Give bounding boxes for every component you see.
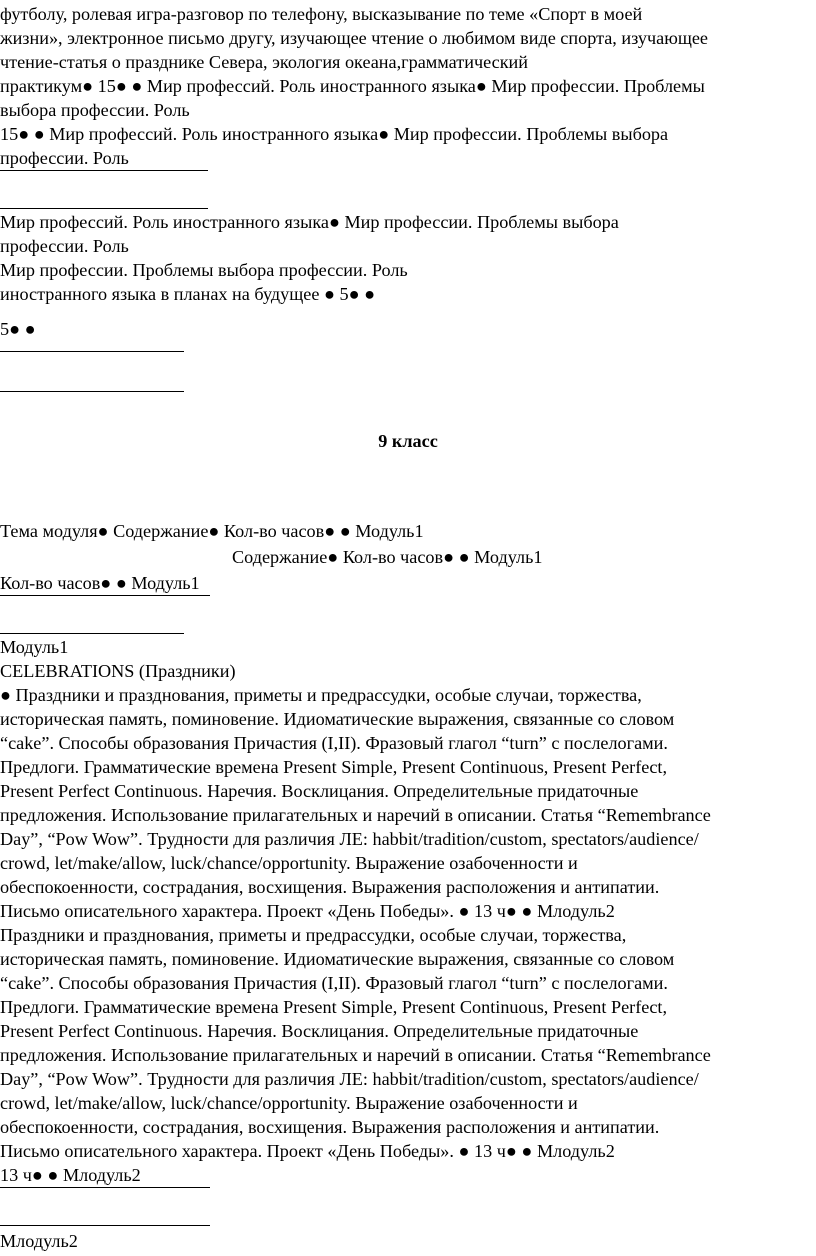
text-line: практикум● 15● ● Мир профессий. Роль иностранного языка● Мир профессии. Проблемы: [0, 76, 705, 96]
text-line: жизни», электронное письмо другу, изучающее чтение о любимом виде спорта, изучающее: [0, 28, 708, 48]
paragraph-line: Day”, “Pow Wow”. Трудности для различия ЛЕ: habbit/tradition/custom, spectators/audience/: [0, 1069, 699, 1089]
text-line: Млодуль2: [0, 1231, 78, 1251]
paragraph-line: Письмо описательного характера. Проект «День Победы». ● 13 ч● ● Млодуль2: [0, 901, 615, 921]
separator-rule: [0, 633, 184, 634]
module-title: Модуль1: [0, 637, 69, 657]
paragraph-line: предложения. Использование прилагательных и наречий в описании. Статья “Remembrance: [0, 805, 711, 825]
paragraph-line: Предлоги. Грамматические времена Present Simple, Present Continuous, Present Perfect,: [0, 997, 668, 1017]
paragraph-line: Письмо описательного характера. Проект «День Победы». ● 13 ч● ● Млодуль2: [0, 1141, 615, 1161]
paragraph-line: Present Perfect Continuous. Наречия. Восклицания. Определительные придаточные: [0, 781, 639, 801]
paragraph-line: Предлоги. Грамматические времена Present Simple, Present Continuous, Present Perfect,: [0, 757, 668, 777]
separator-rule: [0, 1225, 210, 1226]
text-line: футболу, ролевая игра-разговор по телефону, высказывание по теме «Спорт в моей: [0, 4, 643, 24]
text-line: 5● ●: [0, 319, 36, 339]
paragraph-line: “cake”. Способы образования Причастия (I,II). Фразовый глагол “turn” с послелогами.: [0, 973, 668, 993]
text-line: Мир профессии. Проблемы выбора профессии. Роль: [0, 260, 408, 280]
paragraph-line: crowd, let/make/allow, luck/chance/opportunity. Выражение озабоченности и: [0, 853, 578, 873]
text-line: профессии. Роль: [0, 148, 129, 168]
separator-rule: [0, 595, 210, 596]
separator-rule: [0, 391, 184, 392]
text-line: иностранного языка в планах на будущее ● 5● ●: [0, 284, 376, 304]
paragraph-line: Праздники и празднования, приметы и предрассудки, особые случаи, торжества,: [0, 925, 627, 945]
paragraph-line: Present Perfect Continuous. Наречия. Восклицания. Определительные придаточные: [0, 1021, 639, 1041]
text-line: выбора профессии. Роль: [0, 100, 190, 120]
separator-rule: [0, 351, 184, 352]
module-subtitle: CELEBRATIONS (Праздники): [0, 661, 236, 681]
table-header-line: Тема модуля● Содержание● Кол-во часов● ● Модуль1: [0, 521, 424, 541]
separator-rule: [0, 170, 208, 171]
text-line: 13 ч● ● Млодуль2: [0, 1165, 141, 1185]
paragraph-line: историческая память, поминовение. Идиоматические выражения, связанные со словом: [0, 709, 675, 729]
paragraph-line: Day”, “Pow Wow”. Трудности для различия ЛЕ: habbit/tradition/custom, spectators/audience/: [0, 829, 699, 849]
paragraph-line: обеспокоенности, сострадания, восхищения. Выражения расположения и антипатии.: [0, 877, 660, 897]
paragraph-line: “cake”. Способы образования Причастия (I,II). Фразовый глагол “turn” с послелогами.: [0, 733, 668, 753]
text-line: профессии. Роль: [0, 236, 129, 256]
separator-rule: [0, 208, 208, 209]
text-line: чтение-статья о празднике Севера, экология океана,грамматический: [0, 52, 529, 72]
section-heading: 9 класс: [378, 431, 438, 451]
table-header-line: Содержание● Кол-во часов● ● Модуль1: [232, 547, 543, 567]
paragraph-line: обеспокоенности, сострадания, восхищения. Выражения расположения и антипатии.: [0, 1117, 660, 1137]
table-header-line: Кол-во часов● ● Модуль1: [0, 573, 200, 593]
paragraph-line: предложения. Использование прилагательных и наречий в описании. Статья “Remembrance: [0, 1045, 711, 1065]
text-line: Мир профессий. Роль иностранного языка● Мир профессии. Проблемы выбора: [0, 212, 619, 232]
text-line: 15● ● Мир профессий. Роль иностранного языка● Мир профессии. Проблемы выбора: [0, 124, 669, 144]
paragraph-line: историческая память, поминовение. Идиоматические выражения, связанные со словом: [0, 949, 675, 969]
separator-rule: [0, 1187, 210, 1188]
paragraph-line: crowd, let/make/allow, luck/chance/opportunity. Выражение озабоченности и: [0, 1093, 578, 1113]
paragraph-line: ● Праздники и празднования, приметы и предрассудки, особые случаи, торжества,: [0, 685, 642, 705]
